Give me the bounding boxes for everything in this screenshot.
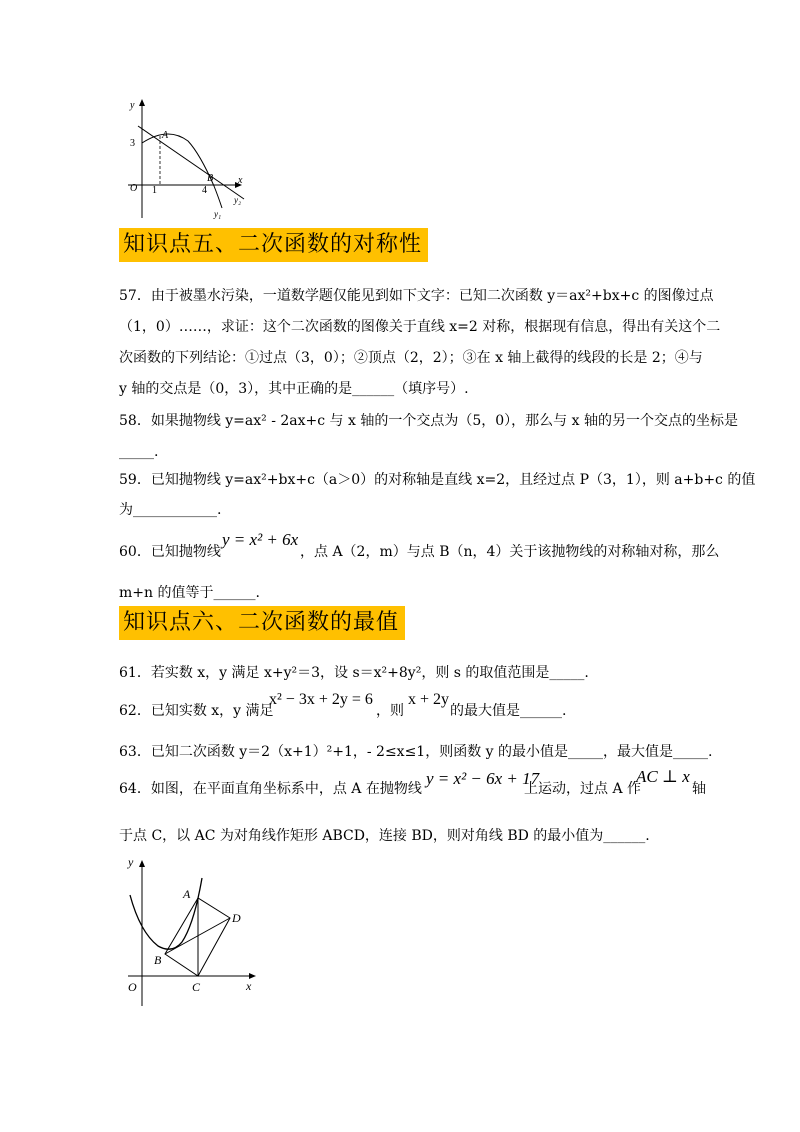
fig2-x-label: x (246, 979, 252, 993)
q62-prefix: 62．已知实数 x，y 满足 (119, 703, 274, 719)
fig1-tick-4: 4 (202, 185, 207, 196)
fig1-tick-1: 1 (152, 185, 157, 196)
q59-line-1: 59．已知抛物线 y=ax²+bx+c（a＞0）的对称轴是直线 x=2，且经过点 P（3，1），则 a+b+c 的值 (119, 472, 756, 488)
parabola-curve (130, 878, 202, 949)
q60-formula: y = x² + 6x (222, 530, 299, 549)
q57-line-3: 次函数的下列结论：①过点（3，0）；②顶点（2，2）；③在 x 轴上截得的线段的长是 2；④与 (119, 350, 703, 366)
q61-text: 61．若实数 x，y 满足 x+y²＝3，设 s＝x²+8y²，则 s 的取值范围是_____. (119, 665, 589, 681)
fig1-y-label: y (130, 100, 135, 111)
q57-line-4: y 轴的交点是（0，3），其中正确的是______（填序号）. (119, 381, 469, 397)
fig2-point-d: D (232, 911, 241, 925)
section-5-heading: 知识点五、二次函数的对称性 (119, 228, 428, 262)
q63-text: 63．已知二次函数 y＝2（x+1）²+1，- 2≤x≤1，则函数 y 的最小值是_____，最大值是_____. (119, 744, 713, 760)
fig2-origin: O (128, 980, 137, 994)
q60-line-2: m+n 的值等于______. (119, 585, 260, 601)
fig2-y-label: y (128, 855, 134, 869)
fig1-label-y1: y₁ (214, 209, 222, 219)
q60-prefix: 60．已知抛物线 (119, 544, 221, 560)
q57-line-2: （1，0）……，求证：这个二次函数的图像关于直线 x=2 对称，根据现有信息，得出有关这个二 (119, 319, 721, 335)
q60-suffix: ，点 A（2，m）与点 B（n，4）关于该抛物线的对称轴对称，那么 (300, 544, 720, 560)
q64-line-2: 于点 C，以 AC 为对角线作矩形 ABCD，连接 BD，则对角线 BD 的最小值为______. (119, 828, 650, 844)
fig1-origin: O (130, 183, 138, 194)
fig2-point-c: C (192, 980, 201, 994)
q64-suffix: 轴 (692, 781, 706, 797)
figure-1-graph (118, 96, 248, 221)
q57-line-1: 57．由于被墨水污染，一道数学题仅能见到如下文字：已知二次函数 y＝ax²+bx+c 的图像过点 (119, 288, 714, 304)
q62-formula-2: x + 2y (408, 691, 450, 708)
q62-formula-1: x² − 3x + 2y = 6 (269, 691, 373, 708)
curve-y1 (142, 134, 222, 208)
q64-formula-1: y = x² − 6x + 17 (426, 769, 540, 788)
fig1-point-a: A (162, 130, 169, 141)
fig1-x-label: x (238, 175, 243, 186)
q58-line-1: 58．如果抛物线 y=ax² - 2ax+c 与 x 轴的一个交点为（5，0），那么与 x 轴的另一个交点的坐标是 (119, 413, 738, 429)
fig2-point-a: A (183, 887, 191, 901)
q58-line-2: _____. (119, 444, 159, 460)
figure-2-graph (120, 850, 265, 1010)
q64-prefix: 64．如图，在平面直角坐标系中，点 A 在抛物线 (119, 781, 422, 797)
q59-line-2: 为____________. (119, 502, 222, 518)
y-axis-arrow (139, 860, 145, 867)
fig2-point-b: B (154, 953, 162, 967)
q62-middle: ，则 (376, 703, 404, 719)
y-axis-arrow (139, 99, 145, 106)
fig1-tick-3: 3 (130, 138, 135, 149)
q62-suffix: 的最大值是______. (450, 703, 567, 719)
fig1-label-y2: y₂ (234, 195, 242, 205)
fig1-point-b: B (207, 173, 214, 184)
q64-middle: 上运动，过点 A 作 (524, 781, 642, 797)
q64-formula-2: AC ⊥ x (636, 767, 690, 786)
section-6-heading: 知识点六、二次函数的最值 (119, 606, 405, 640)
